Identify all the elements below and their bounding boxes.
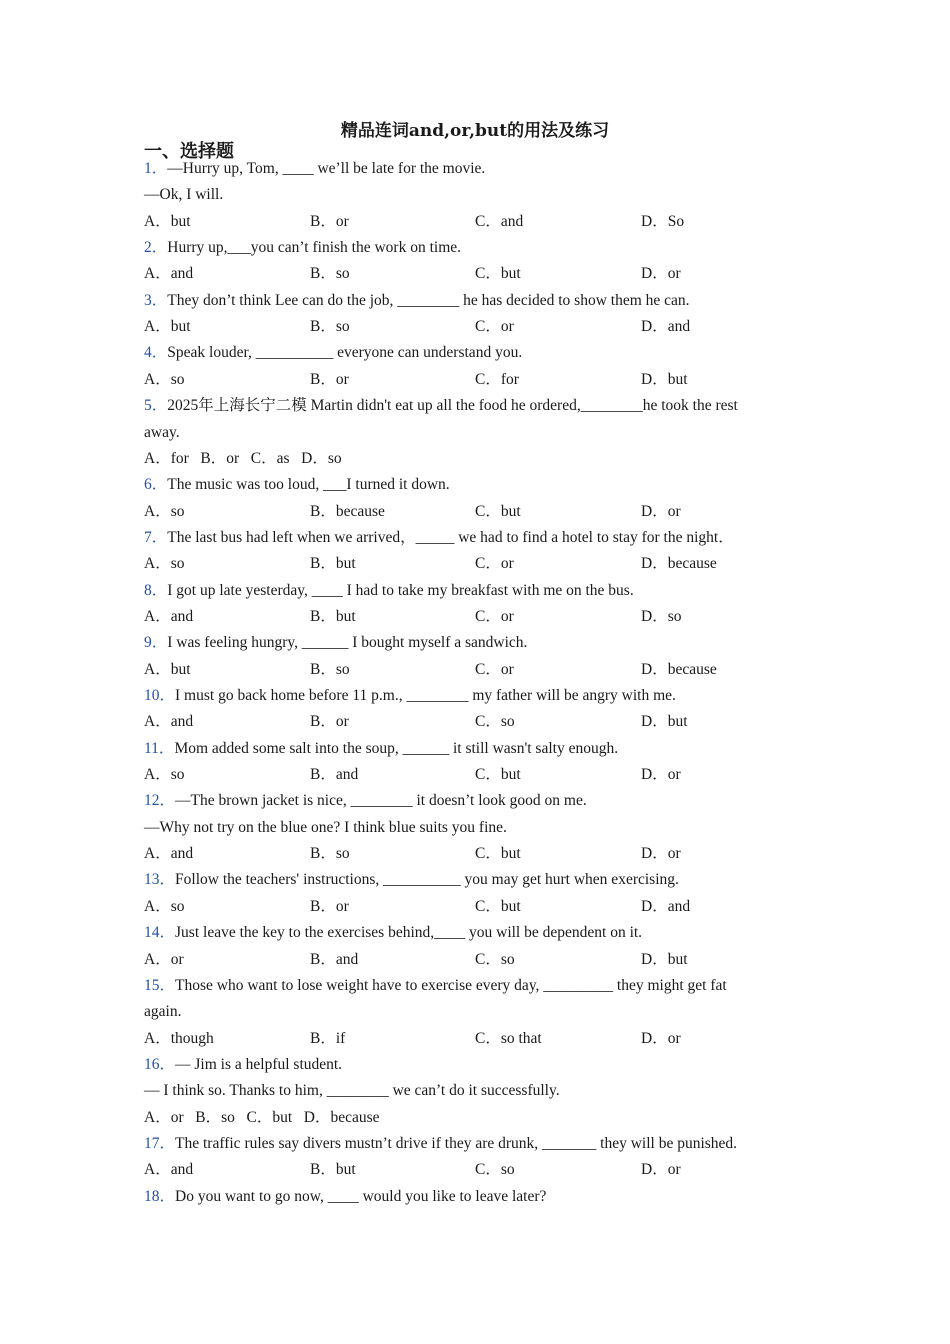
page-title: 精品连词and,or,but的用法及练习 [340, 121, 610, 141]
question-stem [144, 870, 679, 890]
answer-option: B．so [310, 845, 350, 863]
answer-option: A．and [144, 265, 194, 283]
answer-option: B．or [310, 212, 349, 230]
answer-option: D．but [641, 370, 688, 388]
answer-option: D．or [641, 845, 681, 863]
answer-option: A．so [144, 897, 185, 915]
answer-option: C．or [475, 318, 514, 336]
answer-option: D．or [641, 1161, 681, 1179]
question-text: Hurry up,___you can’t finish the work on time. [167, 239, 462, 257]
answer-option: D．because [641, 660, 717, 678]
question-number: 4． [144, 344, 168, 362]
question-text: again. [144, 1003, 182, 1021]
question-stem-continued [144, 1002, 181, 1022]
question-stem [144, 923, 642, 943]
answer-option: A．but [144, 660, 191, 678]
answer-option: A．and [144, 713, 194, 731]
answer-option: D．or [641, 265, 681, 283]
answer-option: A．so [144, 370, 185, 388]
answer-option: B．or [310, 897, 349, 915]
answer-option: D．and [641, 318, 691, 336]
answer-option: B．so [310, 660, 350, 678]
question-text: Do you want to go now, ____ would you like to leave later? [175, 1187, 547, 1205]
question-number: 15． [144, 976, 176, 994]
question-stem-continued [144, 1081, 560, 1101]
answer-option: D．or [641, 766, 681, 784]
question-text: —Why not try on the blue one? I think blue suits you fine. [144, 818, 507, 836]
answer-option: C．so [475, 950, 515, 968]
answer-option: B．but [310, 1161, 356, 1179]
question-stem [144, 238, 461, 258]
answer-option: B．so [310, 265, 350, 283]
answer-option: A．so [144, 502, 185, 520]
answer-option: C．but [475, 766, 521, 784]
answer-option: D．So [641, 212, 685, 230]
answer-option: C．for [475, 370, 519, 388]
answer-option: D．or [641, 1029, 681, 1047]
question-text: Those who want to lose weight have to exercise every day, _________ they might get fat [175, 976, 727, 994]
question-text: —Hurry up, Tom, ____ we’ll be late for the movie. [167, 160, 486, 177]
question-number: 9． [144, 634, 168, 652]
question-number: 14． [144, 924, 176, 942]
question-text: I must go back home before 11 p.m., ________ my father will be angry with me. [175, 687, 676, 704]
question-stem [144, 396, 738, 416]
question-stem-continued [144, 185, 223, 205]
answer-option: A．and [144, 845, 194, 863]
question-stem [144, 475, 450, 495]
answer-option: B．or [310, 370, 349, 388]
question-stem-continued [144, 423, 180, 443]
question-number: 13． [144, 871, 176, 889]
answer-option: A．so [144, 555, 185, 573]
answer-option: D．because [641, 555, 717, 573]
section-heading: 一、选择题 [144, 141, 234, 162]
question-text: Follow the teachers' instructions, __________ you may get hurt when exercising. [175, 871, 679, 889]
answer-option: C．or [475, 660, 514, 678]
answer-option: D．and [641, 897, 691, 915]
answer-option: C．but [475, 265, 521, 283]
answer-option: A．though [144, 1029, 214, 1047]
question-stem [144, 291, 690, 311]
question-text: I got up late yesterday, ____ I had to take my breakfast with me on the bus. [167, 581, 634, 599]
question-text: —The brown jacket is nice, ________ it doesn’t look good on me. [175, 792, 587, 810]
question-number: 17． [144, 1134, 176, 1152]
answer-options-inline: A．for B．or C．as D．so [144, 449, 342, 467]
answer-option: A．but [144, 212, 191, 230]
answer-option: C．or [475, 555, 514, 573]
question-stem [144, 581, 634, 601]
answer-option: C．so that [475, 1029, 542, 1047]
answer-option: D．but [641, 950, 688, 968]
question-stem [144, 1187, 546, 1207]
answer-option: C．but [475, 845, 521, 863]
answer-option: C．or [475, 607, 514, 625]
question-text: — Jim is a helpful student. [175, 1055, 343, 1073]
question-stem [144, 159, 485, 179]
answer-option: C．but [475, 502, 521, 520]
question-text: The music was too loud, ___I turned it down. [167, 476, 450, 494]
answer-option: B．and [310, 950, 359, 968]
question-number: 8． [144, 581, 168, 599]
answer-option: C．but [475, 897, 521, 915]
question-stem [144, 633, 527, 653]
answer-option: B．and [310, 766, 359, 784]
question-stem-continued [144, 818, 507, 838]
question-text: — I think so. Thanks to him, ________ we can’t do it successfully. [144, 1082, 560, 1100]
question-text: Speak louder, __________ everyone can understand you. [167, 344, 523, 362]
question-number: 7． [144, 528, 168, 546]
question-text: The traffic rules say divers mustn’t drive if they are drunk, _______ they will be punished. [175, 1134, 738, 1152]
question-number: 3． [144, 291, 168, 309]
answer-option: A．but [144, 318, 191, 336]
answer-option: A．and [144, 607, 194, 625]
question-number: 11． [144, 739, 175, 757]
answer-option: C．so [475, 1161, 515, 1179]
answer-option: B．because [310, 502, 385, 520]
question-number: 10． [144, 687, 176, 704]
answer-option: A．or [144, 950, 184, 968]
question-number: 18． [144, 1187, 176, 1205]
question-stem [144, 1134, 737, 1154]
question-text: I was feeling hungry, ______ I bought myself a sandwich. [167, 634, 528, 652]
question-text: Mom added some salt into the soup, ______ it still wasn't salty enough. [174, 739, 619, 757]
question-text: away. [144, 423, 180, 441]
answer-option: B．but [310, 555, 356, 573]
answer-option: D．but [641, 713, 688, 731]
answer-options-inline: A．or B．so C．but D．because [144, 1108, 380, 1126]
answer-option: B．or [310, 713, 349, 731]
answer-option: C．and [475, 212, 524, 230]
question-text: Just leave the key to the exercises behind,____ you will be dependent on it. [175, 924, 643, 942]
question-stem [144, 528, 734, 548]
question-text: The last bus had left when we arrived，_____ we had to find a hotel to stay for the night． [167, 528, 734, 546]
answer-option: A．so [144, 766, 185, 784]
question-stem [144, 343, 522, 363]
question-text: They don’t think Lee can do the job, ________ he has decided to show them he can. [167, 291, 690, 309]
answer-option: A．and [144, 1161, 194, 1179]
answer-option: B．if [310, 1029, 346, 1047]
answer-option: C．so [475, 713, 515, 731]
answer-option: B．but [310, 607, 356, 625]
question-number: 1． [144, 160, 168, 177]
question-number: 5． [144, 397, 168, 415]
question-number: 12． [144, 792, 176, 810]
question-stem [144, 791, 587, 811]
question-stem [144, 976, 727, 996]
question-number: 6． [144, 476, 168, 494]
question-text: 2025年上海长宁二模 Martin didn't eat up all the food he ordered,________he took the rest [167, 397, 738, 415]
question-number: 16． [144, 1055, 176, 1073]
question-text: —Ok, I will. [144, 186, 224, 204]
answer-option: D．so [641, 607, 682, 625]
question-stem [144, 1055, 342, 1075]
question-stem [144, 686, 676, 706]
question-stem [144, 739, 618, 759]
answer-option: B．so [310, 318, 350, 336]
answer-option: D．or [641, 502, 681, 520]
question-number: 2． [144, 239, 168, 257]
